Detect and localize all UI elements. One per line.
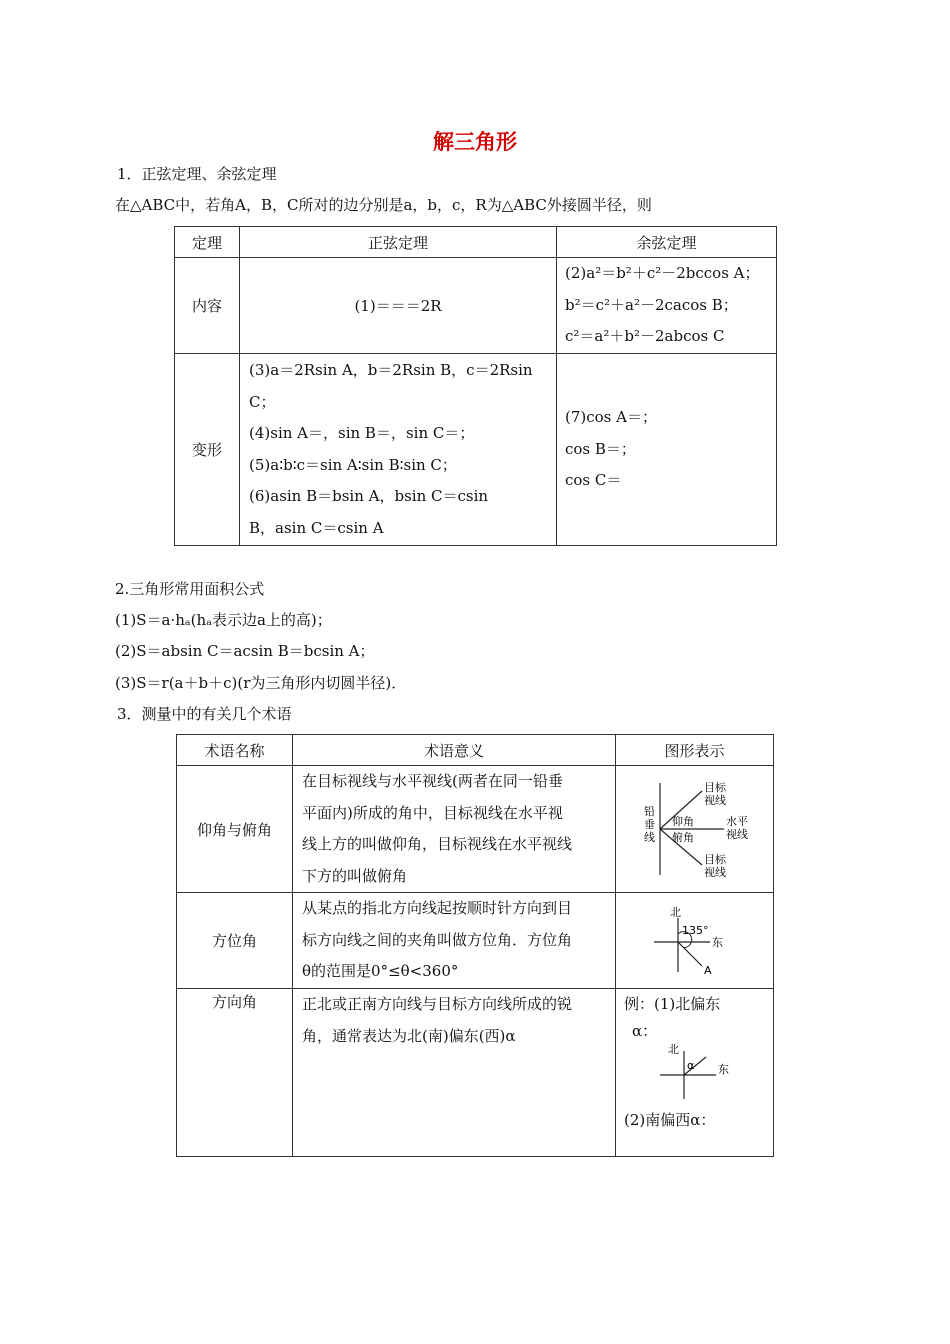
sine-content: (1)＝＝＝2R (240, 258, 557, 354)
elevation-line-2: 平面内)所成的角中，目标视线在水平视 (302, 803, 563, 822)
label-horizontal-1: 水平 (725, 815, 748, 828)
bearing-diagram (650, 904, 740, 978)
area-formula-2: (2)S＝absin C＝acsin B＝bcsin A； (115, 642, 375, 660)
elevation-line-3: 线上方的叫做仰角，目标视线在水平视线 (302, 835, 573, 853)
sine-variant-line-3: (4)sin A＝，sin B＝，sin C＝； (249, 424, 475, 442)
table1-header-theorem: 定理 (175, 227, 240, 258)
direction-example-2: (2)南偏西α： (624, 1111, 716, 1129)
label-east: 东 (711, 935, 723, 949)
label-target-bottom-1: 目标 (703, 853, 726, 866)
elevation-figure (616, 766, 774, 893)
section3-heading: 3．测量中的有关几个术语 (117, 705, 292, 723)
sine-variant-line-5: (6)asin B＝bsin A，bsin C＝csin (249, 487, 489, 505)
bearing-line-2: 标方向线之间的夹角叫做方位角．方位角 (302, 930, 573, 949)
section1-heading: 1．正弦定理、余弦定理 (117, 165, 277, 183)
elevation-line-1: 在目标视线与水平视线(两者在同一铅垂 (302, 772, 563, 790)
label-target-bottom-2: 视线 (703, 866, 726, 879)
label-plumb-3: 线 (643, 831, 655, 844)
label-plumb-1: 铅 (643, 805, 655, 818)
elevation-line-4: 下方的叫做俯角 (302, 866, 408, 885)
term-name-bearing: 方位角 (177, 893, 293, 989)
label-target-top-2: 视线 (703, 794, 726, 807)
section2-heading: 2.三角形常用面积公式 (115, 580, 265, 598)
table1-header-sine: 正弦定理 (240, 227, 557, 258)
term-meaning-bearing (293, 893, 616, 989)
cosine-line-3: c²＝a²＋b²－2abcos C (565, 327, 725, 346)
direction-label-east: 东 (718, 1063, 729, 1076)
sine-variant (240, 354, 557, 546)
table2-header-name: 术语名称 (177, 735, 293, 766)
direction-line-2: 角，通常表达为北(南)偏东(西)α (302, 1026, 516, 1045)
label-plumb-2: 垂 (643, 818, 655, 831)
direction-diagram (640, 1043, 740, 1101)
label-elevation-angle: 仰角 (671, 815, 694, 828)
area-formula-1: (1)S＝a·hₐ(hₐ表示边a上的高)； (115, 611, 332, 629)
direction-label-alpha: α (687, 1059, 695, 1072)
cosine-variant-line-2: cos B＝； (565, 439, 636, 458)
page-title: 解三角形 (433, 130, 517, 154)
section1-intro: 在△ABC中，若角A，B，C所对的边分别是a，b，c，R为△ABC外接圆半径，则 (115, 196, 652, 214)
label-depression-angle: 俯角 (671, 831, 694, 844)
bearing-line-1: 从某点的指北方向线起按顺时针方向到目 (302, 899, 573, 918)
elevation-diagram (640, 777, 750, 881)
table1-header-cosine: 余弦定理 (557, 227, 777, 258)
theorem-table (174, 226, 777, 546)
label-north: 北 (669, 905, 681, 919)
cosine-variant-line-1: (7)cos A＝； (565, 408, 657, 427)
row-variant-label: 变形 (175, 354, 240, 546)
term-meaning-direction (293, 989, 616, 1157)
label-horizontal-2: 视线 (725, 828, 748, 841)
sine-variant-line-1: (3)a＝2Rsin A，b＝2Rsin B，c＝2Rsin (249, 361, 533, 379)
term-name-elevation: 仰角与俯角 (177, 766, 293, 893)
direction-figure (616, 989, 774, 1157)
direction-label-north: 北 (668, 1043, 679, 1056)
sine-variant-line-4: (5)a∶b∶c＝sin A∶sin B∶sin C； (249, 455, 457, 474)
sine-variant-line-6: B，asin C＝csin A (249, 518, 384, 537)
label-135: 135° (681, 923, 708, 937)
terms-table (176, 734, 774, 1157)
table2-header-meaning: 术语意义 (293, 735, 616, 766)
direction-line-1: 正北或正南方向线与目标方向线所成的锐 (302, 995, 573, 1013)
row-content-label: 内容 (175, 258, 240, 354)
cosine-content (557, 258, 777, 354)
bearing-figure (616, 893, 774, 989)
area-formula-3: (3)S＝r(a＋b＋c)(r为三角形内切圆半径)． (115, 674, 407, 692)
cosine-line-1: (2)a²＝b²＋c²－2bccos A； (565, 264, 760, 283)
label-target-top-1: 目标 (703, 781, 726, 794)
table2-header-figure: 图形表示 (616, 735, 774, 766)
term-meaning-elevation (293, 766, 616, 893)
direction-example-1: 例：(1)北偏东 (624, 995, 721, 1013)
cosine-variant-line-3: cos C＝ (565, 471, 622, 490)
cosine-line-2: b²＝c²＋a²－2cacos B； (565, 295, 738, 314)
term-name-direction: 方向角 (177, 989, 293, 1157)
sine-variant-line-2: C； (249, 392, 276, 411)
label-point-a: A (703, 963, 712, 977)
cosine-variant (557, 354, 777, 546)
direction-example-alpha: α： (632, 1022, 658, 1040)
bearing-line-3: θ的范围是0°≤θ<360° (302, 962, 459, 981)
